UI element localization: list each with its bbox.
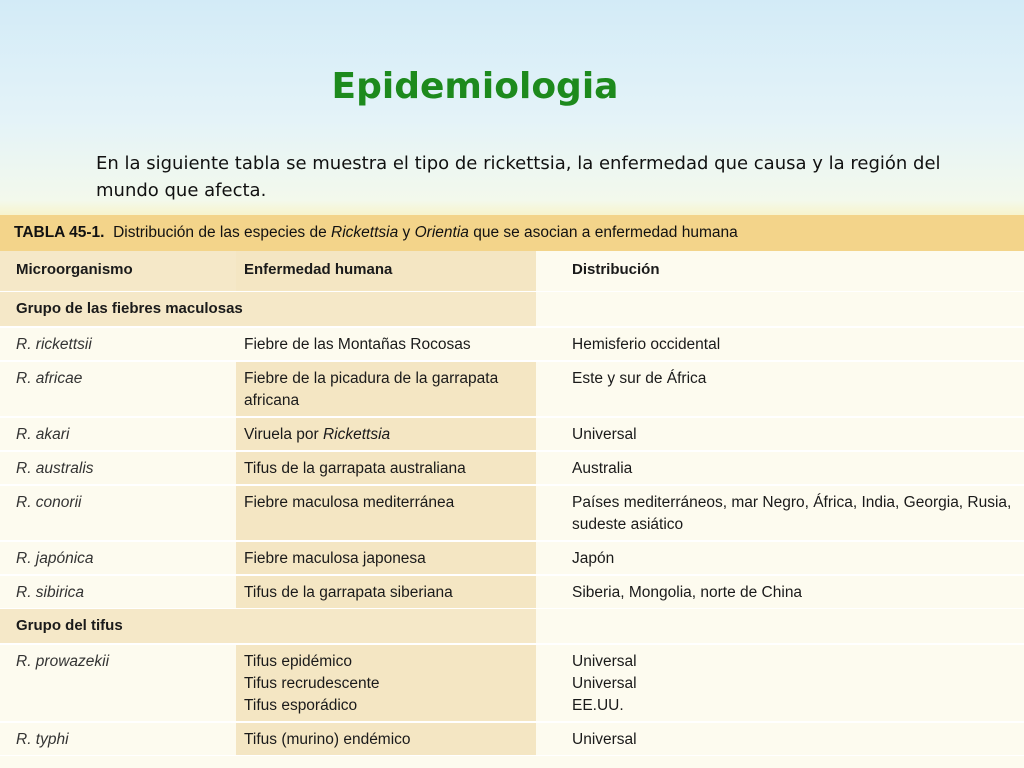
distribution-line: Universal [572,426,637,443]
distribution-line: Japón [572,550,615,567]
distribution-line: Universal [572,731,637,748]
group-label: Grupo de las fiebres maculosas [0,292,536,328]
disease-cell [236,417,536,451]
disease-line: Tifus (murino) endémico [244,731,411,748]
caption-rickettsia: Rickettsia [331,224,399,241]
table-caption [0,215,1024,251]
disease-line: africana [244,392,300,409]
typhus-rows [0,644,1024,756]
distribution-line: EE.UU. [572,697,624,714]
distribution-cell [536,417,1024,451]
distribution-line: Países mediterráneos, mar Negro, África, India, Georgia, Rusia, [572,494,1012,511]
caption-orientia: Orientia [414,224,469,241]
distribution-cell [536,327,1024,361]
table-header-row [0,251,1024,292]
header-distribucion: Distribución [536,251,1024,292]
disease-line: Fiebre de las Montañas Rocosas [244,336,471,353]
disease-cell [236,644,536,722]
distribution-cell [536,541,1024,575]
disease-cell [236,451,536,485]
organism-cell: R. akari [0,417,236,451]
table-row [0,722,1024,756]
caption-pre: Distribución de las especies de [113,224,332,241]
disease-line: Viruela por Rickettsia [244,426,391,443]
table-row [0,644,1024,722]
disease-cell [236,361,536,417]
table-row [0,417,1024,451]
disease-cell [236,327,536,361]
disease-line: Tifus recrudescente [244,675,380,692]
header-enfermedad: Enfermedad humana [236,251,536,292]
distribution-table [0,215,1024,768]
distribution-cell [536,451,1024,485]
organism-cell: R. japónica [0,541,236,575]
organism-cell: R. australis [0,451,236,485]
disease-line: Tifus de la garrapata siberiana [244,584,453,601]
distribution-cell [536,575,1024,609]
disease-line: Tifus de la garrapata australiana [244,460,466,477]
disease-line: Tifus esporádico [244,697,358,714]
distribution-line: Hemisferio occidental [572,336,721,353]
distribution-cell [536,361,1024,417]
caption-number: TABLA 45-1. [14,224,105,241]
table-row [0,361,1024,417]
organism-cell: R. typhi [0,722,236,756]
disease-line: Fiebre de la picadura de la garrapata [244,370,499,387]
header-microorganismo: Microorganismo [0,251,236,292]
distribution-line: sudeste asiático [572,516,684,533]
table-row [0,327,1024,361]
organism-cell: R. prowazekii [0,644,236,722]
table-row [0,485,1024,541]
organism-cell: R. africae [0,361,236,417]
disease-line: Fiebre maculosa mediterránea [244,494,455,511]
disease-cell [236,485,536,541]
disease-line: Fiebre maculosa japonesa [244,550,426,567]
distribution-line: Este y sur de África [572,370,707,387]
slide-title: Epidemiologia [331,66,619,107]
organism-cell: R. rickettsii [0,327,236,361]
table-row [0,575,1024,609]
caption-y: y [398,224,415,241]
spotted-fever-rows [0,327,1024,609]
disease-cell [236,575,536,609]
group-row-typhus [0,609,1024,645]
distribution-line: Australia [572,460,633,477]
distribution-cell [536,722,1024,756]
disease-cell [236,722,536,756]
distribution-line: Siberia, Mongolia, norte de China [572,584,803,601]
organism-cell: R. conorii [0,485,236,541]
distribution-cell [536,644,1024,722]
table [0,251,1024,756]
distribution-line: Universal [572,675,637,692]
table-row [0,541,1024,575]
table-row [0,451,1024,485]
distribution-line: Universal [572,653,637,670]
disease-line: Tifus epidémico [244,653,352,670]
disease-cell [236,541,536,575]
caption-post: que se asocian a enfermedad humana [468,224,738,241]
intro-text: En la siguiente tabla se muestra el tipo de rickettsia, la enfermedad que causa y la región del mundo que afecta. [96,153,941,201]
group-row-spotted-fever [0,292,1024,328]
organism-cell: R. sibirica [0,575,236,609]
group-label: Grupo del tifus [0,609,536,645]
distribution-cell [536,485,1024,541]
